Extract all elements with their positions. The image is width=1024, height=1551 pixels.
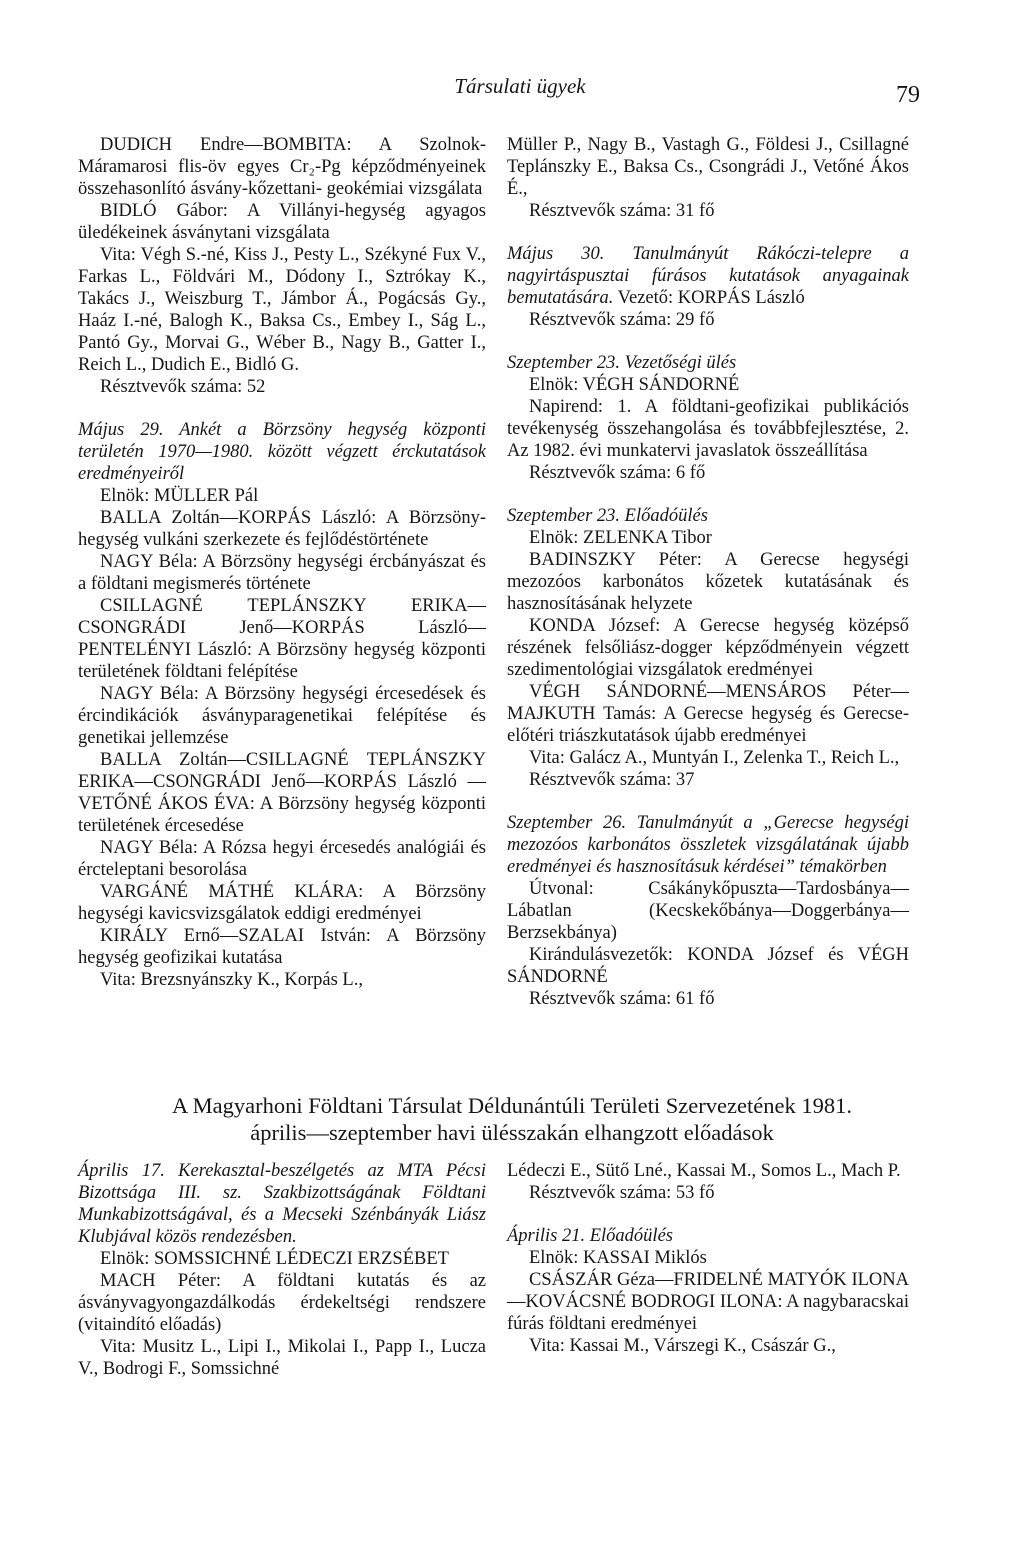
- discussion-list: Müller P., Nagy B., Vastagh G., Földesi J., Csillagné Teplánszky E., Baksa Cs., Csongrádi J., Vetőné Ákos É.,: [507, 135, 909, 199]
- discussion-list: Vita: Végh S.-né, Kiss J., Pesty L., Székyné Fux V., Farkas L., Földvári M., Dódony I., Sztrókay K., Takács J., Weiszburg T., Jámbor Á., Pogácsás Gy., Haáz I.-né, Balogh K., Baksa Cs., Embey I., Ság L., Pantó Gy., Morvai G., Wéber B., Nagy B., Gatter I., Reich L., Dudich E., Bidló G.: [78, 245, 486, 375]
- entry-heading-group: [507, 243, 909, 309]
- entry-heading: Szeptember 23. Előadóülés: [507, 506, 708, 526]
- running-head: Társulati ügyek: [454, 74, 586, 98]
- chair-line: Elnök: ZELENKA Tibor: [529, 528, 712, 548]
- section-title: [66, 1092, 958, 1146]
- entry-may-30-field-trip: [507, 243, 909, 331]
- lecture-mach: MACH Péter: A földtani kutatás és az ásványvagyongazdálkodás érdekeltségi rendszere (vitaindító előadás): [78, 1271, 486, 1335]
- entry-heading: Április 17. Kerekasztal-beszélgetés az MTA Pécsi Bizottsága III. sz. Szakbizottságának Földtani Munkabizottságával, és a Mecseki Szénbányák Liász Klubjával közös rendezésben.: [78, 1161, 486, 1247]
- discussion-list: Vita: Musitz L., Lipi I., Mikolai I., Papp I., Lucza V., Bodrogi F., Somssichné: [78, 1337, 486, 1379]
- lecture-nagy-1: NAGY Béla: A Börzsöny hegységi ércbányászat és a földtani megismerés története: [78, 552, 486, 594]
- participant-count: Résztvevők száma: 37: [529, 770, 695, 790]
- entry-heading: Szeptember 26. Tanulmányút a „Gerecse hegységi mezozóos karbonátos összletek vizsgálatának újabb eredményei és hasznosításuk kérdései” témakörben: [507, 813, 909, 877]
- left-column-upper: [78, 134, 486, 1012]
- lecture-badinszky: BADINSZKY Péter: A Gerecse hegységi mezozóos karbonátos kőzetek kutatásának és hasznosításának helyzete: [507, 550, 909, 614]
- entry-april-21-lectures: [507, 1225, 909, 1357]
- entry-may-29-anket: [78, 419, 486, 991]
- discussion-list: Vita: Kassai M., Várszegi K., Császár G.,: [529, 1336, 836, 1356]
- right-column-lower: [507, 1160, 909, 1378]
- lecture-balla-korpas: BALLA Zoltán—KORPÁS László: A Börzsöny-hegység vulkáni szerkezete és fejlődéstörténete: [78, 508, 486, 550]
- participant-count: Résztvevők száma: 52: [100, 377, 266, 397]
- entry-sept-26-field-trip: [507, 812, 909, 1010]
- lecture-kiraly-szalai: KIRÁLY Ernő—SZALAI István: A Börzsöny hegység geofizikai kutatása: [78, 926, 486, 968]
- discussion-list: Vita: Brezsnyánszky K., Korpás L.,: [100, 970, 363, 990]
- entry-discussion-continued: [507, 134, 909, 222]
- leaders-line: Kirándulásvezetők: KONDA József és VÉGH SÁNDORNÉ: [507, 945, 909, 987]
- participant-count: Résztvevők száma: 29 fő: [529, 310, 715, 330]
- discussion-list: Vita: Galácz A., Muntyán I., Zelenka T., Reich L.,: [529, 748, 900, 768]
- discussion-list: Lédeczi E., Sütő Lné., Kassai M., Somos L., Mach P.: [507, 1161, 901, 1181]
- participant-count: Résztvevők száma: 31 fő: [529, 201, 715, 221]
- page-number: 79: [896, 82, 920, 108]
- lecture-konda: KONDA József: A Gerecse hegység középső részének felsőliász-dogger képződményein végzett szedimentológiai vizsgálatok eredményei: [507, 616, 909, 680]
- chair-line: Elnök: MÜLLER Pál: [100, 486, 259, 506]
- entry-heading: Szeptember 23. Vezetőségi ülés: [507, 353, 737, 373]
- lecture-bidlo: BIDLÓ Gábor: A Villányi-hegység agyagos üledékeinek ásványtani vizsgálata: [78, 201, 486, 243]
- section-title-line-1: A Magyarhoni Földtani Társulat Déldunántúli Területi Szervezetének 1981.: [172, 1093, 852, 1118]
- participant-count: Résztvevők száma: 53 fő: [529, 1183, 715, 1203]
- chair-line: Elnök: VÉGH SÁNDORNÉ: [529, 375, 740, 395]
- agenda-line: Napirend: 1. A földtani-geofizikai publikációs tevékenység összehangolása és továbbfejlesztése, 2. Az 1982. évi munkatervi javaslatok összeállítása: [507, 397, 909, 461]
- entry-heading: Április 21. Előadóülés: [507, 1226, 673, 1246]
- lecture-csaszar-fridelne-kovacsne: CSÁSZÁR Géza—FRIDELNÉ MATYÓK ILONA—KOVÁCSNÉ BODROGI ILONA: A nagybaracskai fúrás földtani eredményei: [507, 1270, 909, 1334]
- chair-line: Elnök: KASSAI Miklós: [529, 1248, 707, 1268]
- entry-april-17-roundtable: [78, 1160, 486, 1380]
- entry-discussion-continued: [507, 1160, 909, 1204]
- left-column-lower: [78, 1160, 486, 1401]
- entry-mineralogy-session: [78, 134, 486, 398]
- entry-sept-23-lectures: [507, 505, 909, 791]
- lecture-vargane: VARGÁNÉ MÁTHÉ KLÁRA: A Börzsöny hegységi kavicsvizsgálatok eddigi eredményei: [78, 882, 486, 924]
- lecture-balla-csillagne: BALLA Zoltán—CSILLAGNÉ TEPLÁNSZKY ERIKA—CSONGRÁDI Jenő—KORPÁS László —VETŐNÉ ÁKOS ÉVA: A Börzsöny hegység központi területének ércesedése: [78, 750, 486, 836]
- entry-heading: Május 29. Ankét a Börzsöny hegység központi területén 1970—1980. között végzett érckutatások eredményeiről: [78, 420, 486, 484]
- lecture-vegh-mensaros-majkuth: VÉGH SÁNDORNÉ—MENSÁROS Péter—MAJKUTH Tamás: A Gerecse hegység és Gerecse-előtéri triászkutatások újabb eredményei: [507, 682, 909, 746]
- route-line: Útvonal: Csákánykőpuszta—Tardosbánya—Lábatlan (Kecskekőbánya—Doggerbánya—Berzsekbánya): [507, 879, 909, 943]
- participant-count: Résztvevők száma: 6 fő: [529, 463, 706, 483]
- chair-line: Elnök: SOMSSICHNÉ LÉDECZI ERZSÉBET: [100, 1249, 449, 1269]
- lecture-csillagne-1: CSILLAGNÉ TEPLÁNSZKY ERIKA—CSONGRÁDI Jenő—KORPÁS László—PENTELÉNYI László: A Börzsöny hegység központi területének földtani felépítése: [78, 596, 486, 682]
- entry-heading: Május 30. Tanulmányút Rákóczi-telepre a nagyirtáspusztai fúrásos kutatások anyagainak bemutatására.: [507, 244, 909, 308]
- lecture-dudich-bombita: DUDICH Endre—BOMBITA: A Szolnok-Máramarosi flis-öv egyes Cr₂-Pg képződményeinek összehasonlító ásvány-kőzettani- geokémiai vizsgálata: [78, 135, 486, 199]
- participant-count: Résztvevők száma: 61 fő: [529, 989, 715, 1009]
- section-title-line-2: április—szeptember havi ülésszakán elhangzott előadások: [250, 1120, 774, 1145]
- lecture-nagy-3: NAGY Béla: A Rózsa hegyi ércesedés analógiái és ércteleptani besorolása: [78, 838, 486, 880]
- entry-sept-23-board: [507, 352, 909, 484]
- leader-line: Vezető: KORPÁS László: [617, 288, 805, 308]
- right-column-upper: [507, 134, 909, 1031]
- lecture-nagy-2: NAGY Béla: A Börzsöny hegységi ércesedések és ércindikációk ásványparagenetikai felépítése és genetikai jellemzése: [78, 684, 486, 748]
